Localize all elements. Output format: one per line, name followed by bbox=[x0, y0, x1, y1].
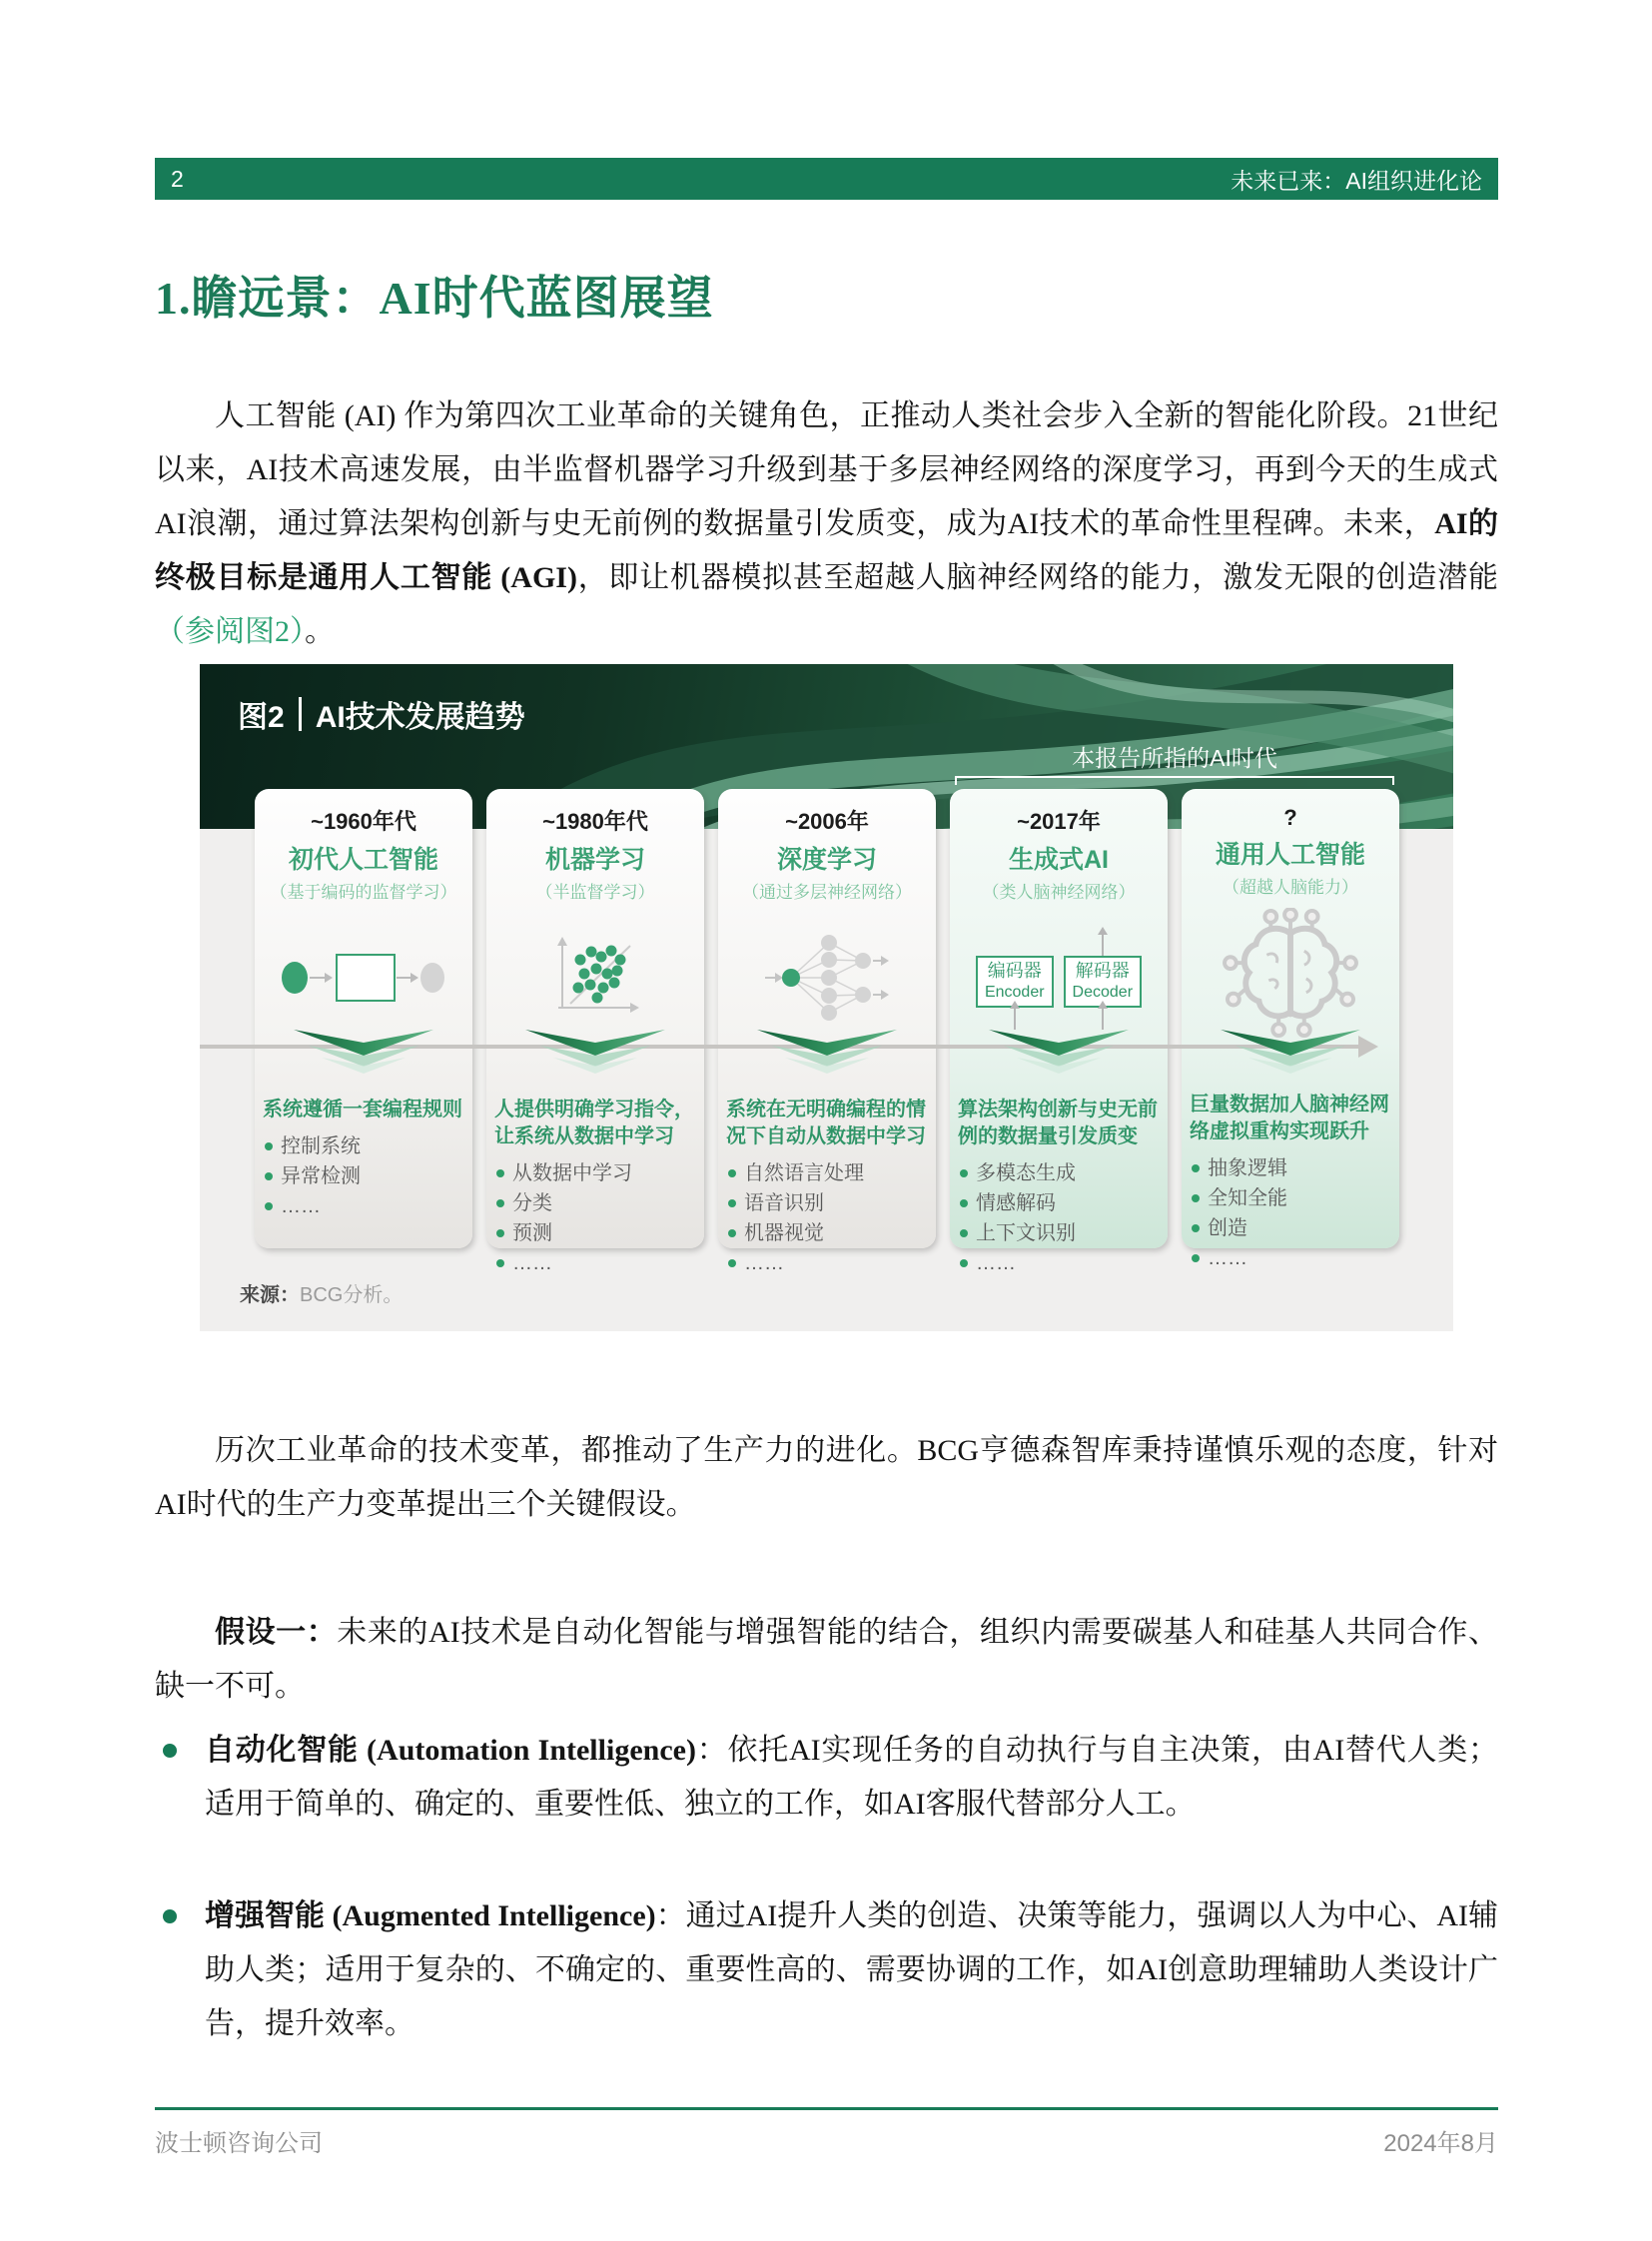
era-title: 初代人工智能 bbox=[288, 846, 438, 874]
era-card-generative-ai bbox=[950, 789, 1168, 1274]
list-item: 机器视觉 bbox=[726, 1218, 928, 1248]
era-card-agi bbox=[1182, 789, 1399, 1269]
intro-paragraph bbox=[155, 389, 1498, 659]
era-subtitle: （超越人脑能力） bbox=[1223, 878, 1358, 897]
intro-lead: 人工智能 (AI) 作为第四次工业革命的关键角色，正推动人类社会步入全新的智能化阶段。21世纪以来，AI技术高速发展，由半监督机器学习升级到基于多层神经网络的深度学习，再到今天的生成式AI浪潮，通过算法架构创新与史无前例的数据量引发质变，成为AI技术的革命性里程碑。未来， bbox=[155, 399, 1498, 540]
list-item-automation-intelligence bbox=[155, 1724, 1498, 1832]
hypothesis-label: 假设一： bbox=[215, 1616, 338, 1649]
list-item: 多模态生成 bbox=[958, 1158, 1160, 1188]
bullet-term: 增强智能 (Augmented Intelligence) bbox=[205, 1899, 656, 1932]
era-title: 通用人工智能 bbox=[1215, 841, 1365, 869]
list-item: 控制系统 bbox=[263, 1131, 464, 1161]
figure-label: 图2 bbox=[238, 701, 285, 734]
era-card-machine-learning bbox=[486, 789, 704, 1274]
footer-company: 波士顿咨询公司 bbox=[155, 2130, 323, 2157]
intelligence-bullet-list bbox=[155, 1724, 1498, 2051]
list-item: 异常检测 bbox=[263, 1161, 464, 1191]
era-title: 机器学习 bbox=[544, 846, 645, 874]
decoder-label-cn: 解码器 bbox=[1075, 960, 1130, 981]
era-title: 生成式AI bbox=[1008, 846, 1109, 874]
era-title: 深度学习 bbox=[776, 846, 877, 874]
era-desc-title: 算法架构创新与史无前例的数据量引发质变 bbox=[958, 1099, 1158, 1147]
era-year: ~1980年代 bbox=[542, 809, 648, 834]
list-item-augmented-intelligence bbox=[155, 1889, 1498, 2051]
era-description bbox=[950, 1097, 1168, 1278]
intro-tail: 。 bbox=[305, 615, 335, 648]
source-label: 来源： bbox=[240, 1284, 300, 1306]
chevron-down-icon bbox=[1216, 1026, 1365, 1078]
era-subtitle: （基于编码的监督学习） bbox=[270, 883, 457, 902]
list-item: 分类 bbox=[494, 1188, 696, 1218]
page-footer bbox=[155, 2123, 1498, 2158]
era-description bbox=[718, 1097, 936, 1278]
bullet-text: ：依托AI实现任务的自动执行与自主决策，由AI替代人类；适用于简单的、确定的、重要性低、独立的工作，如AI客服代替部分人工。 bbox=[205, 1734, 1498, 1821]
ai-era-label: 本报告所指的AI时代 bbox=[1072, 745, 1277, 771]
list-item: 上下文识别 bbox=[958, 1218, 1160, 1248]
page-number: 2 bbox=[171, 165, 184, 192]
page-header-bar bbox=[155, 158, 1498, 200]
era-description bbox=[1182, 1092, 1399, 1273]
era-card-deep-learning bbox=[718, 789, 936, 1274]
era-desc-title: 人提供明确学习指令，让系统从数据中学习 bbox=[494, 1099, 694, 1147]
up-arrow-icon bbox=[1102, 934, 1104, 956]
decoder-label-en: Decoder bbox=[1072, 983, 1134, 1001]
era-year: ? bbox=[1283, 805, 1297, 830]
era-subtitle: （半监督学习） bbox=[535, 883, 655, 902]
list-item: …… bbox=[494, 1248, 696, 1278]
bullet-text: ：通过AI提升人类的创造、决策等能力，强调以人为中心、AI辅助人类；适用于复杂的、不确定的、重要性高的、需要协调的工作，如AI创意助理辅助人类设计广告，提升效率。 bbox=[205, 1899, 1498, 2040]
list-item: 自然语言处理 bbox=[726, 1158, 928, 1188]
footer-date: 2024年8月 bbox=[1383, 2130, 1498, 2157]
list-item: …… bbox=[958, 1248, 1160, 1278]
section-title: 1.瞻远景：AI时代蓝图展望 bbox=[155, 273, 714, 324]
era-desc-title: 巨量数据加人脑神经网络虚拟重构实现跃升 bbox=[1190, 1094, 1389, 1142]
era-year: ~2006年 bbox=[785, 809, 869, 834]
era-description bbox=[255, 1097, 472, 1221]
figure-2-reference-link[interactable]: （参阅图2） bbox=[155, 615, 305, 648]
figure-source bbox=[240, 1278, 403, 1307]
report-title: 未来已来：AI组织进化论 bbox=[1231, 167, 1482, 194]
intro-after-bold: ，即让机器模拟甚至超越人脑神经网络的能力，激发无限的创造潜能 bbox=[576, 561, 1498, 594]
list-item: …… bbox=[1190, 1243, 1391, 1273]
chevron-down-icon bbox=[984, 1026, 1134, 1078]
era-bracket bbox=[955, 776, 1394, 785]
figure-2 bbox=[200, 664, 1453, 1331]
list-item: …… bbox=[263, 1191, 464, 1221]
era-description bbox=[486, 1097, 704, 1278]
bullet-dot-icon bbox=[163, 1909, 177, 1923]
list-item: 语音识别 bbox=[726, 1188, 928, 1218]
list-item: 预测 bbox=[494, 1218, 696, 1248]
figure-caption-divider bbox=[299, 697, 302, 731]
era-year: ~2017年 bbox=[1017, 809, 1101, 834]
era-subtitle: （通过多层神经网络） bbox=[742, 883, 912, 902]
footer-rule bbox=[155, 2107, 1498, 2110]
era-desc-title: 系统遵循一套编程规则 bbox=[263, 1099, 462, 1120]
list-item: 全知全能 bbox=[1190, 1183, 1391, 1213]
figure-title-text: AI技术发展趋势 bbox=[315, 701, 525, 734]
intro-bold-agi: AI的终极目标是通用人工智能 (AGI) bbox=[155, 507, 1499, 594]
encoder-label-en: Encoder bbox=[984, 983, 1045, 1001]
hypothesis-paragraph bbox=[155, 1606, 1498, 1714]
bullet-term: 自动化智能 (Automation Intelligence) bbox=[205, 1734, 696, 1767]
productivity-paragraph: 历次工业革命的技术变革，都推动了生产力的进化。BCG亨德森智库秉持谨慎乐观的态度，针对AI时代的生产力变革提出三个关键假设。 bbox=[155, 1434, 1498, 1521]
bullet-dot-icon bbox=[163, 1744, 177, 1758]
era-subtitle: （类人脑神经网络） bbox=[982, 883, 1136, 902]
chevron-down-icon bbox=[520, 1026, 670, 1078]
encoder-label-cn: 编码器 bbox=[987, 960, 1042, 981]
list-item: 创造 bbox=[1190, 1213, 1391, 1243]
era-desc-title: 系统在无明确编程的情况下自动从数据中学习 bbox=[726, 1099, 926, 1147]
hypothesis-text: 未来的AI技术是自动化智能与增强智能的结合，组织内需要碳基人和硅基人共同合作、缺一不可。 bbox=[155, 1616, 1499, 1703]
list-item: …… bbox=[726, 1248, 928, 1278]
chevron-down-icon bbox=[752, 1026, 902, 1078]
figure-caption bbox=[238, 692, 525, 736]
chevron-down-icon bbox=[289, 1026, 438, 1078]
list-item: 抽象逻辑 bbox=[1190, 1153, 1391, 1183]
list-item: 情感解码 bbox=[958, 1188, 1160, 1218]
era-card-early-ai bbox=[255, 789, 472, 1248]
source-text: BCG分析。 bbox=[300, 1284, 404, 1306]
era-year: ~1960年代 bbox=[311, 809, 416, 834]
list-item: 从数据中学习 bbox=[494, 1158, 696, 1188]
